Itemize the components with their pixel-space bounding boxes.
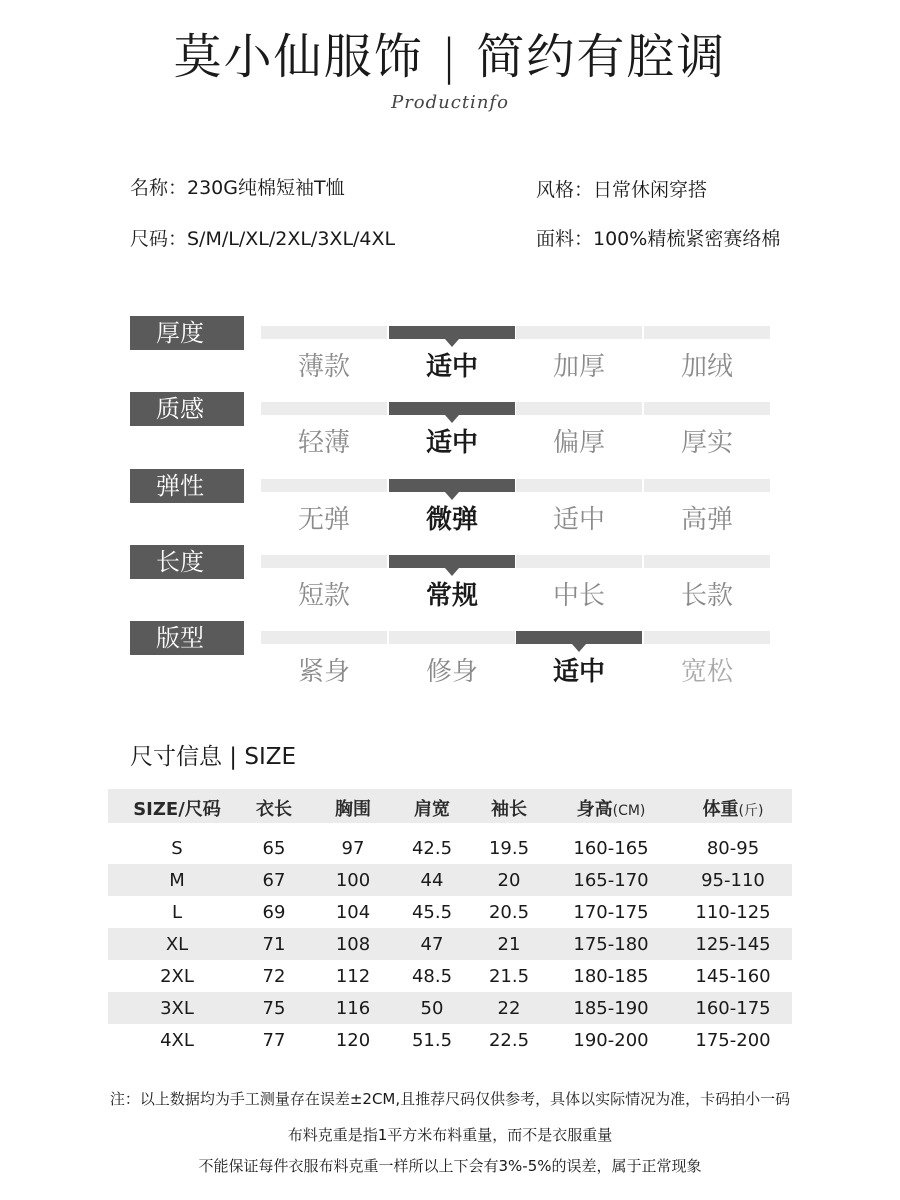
table-cell: 71 — [262, 934, 286, 955]
feature-option-selected: 适中 — [425, 428, 478, 458]
feature-bar — [261, 555, 387, 568]
table-header-label: 身高 — [576, 799, 613, 820]
table-cell: 175-200 — [695, 1030, 771, 1051]
table-row-size: L — [171, 902, 183, 923]
table-header-cell — [122, 795, 232, 821]
feature-bar — [644, 631, 770, 644]
feature-bar — [644, 479, 770, 492]
feature-bar — [261, 631, 387, 644]
table-cell: 170-175 — [573, 902, 649, 923]
table-cell: 22 — [497, 998, 521, 1019]
product-sizes: 尺码：S/M/L/XL/2XL/3XL/4XL — [130, 228, 396, 250]
table-cell: 160-165 — [573, 838, 649, 859]
feature-option: 长款 — [680, 581, 733, 611]
feature-bar — [516, 326, 642, 339]
feature-option: 高弹 — [680, 505, 733, 535]
table-cell: 95-110 — [701, 870, 765, 891]
brand-title: 莫小仙服饰 | 简约有腔调 — [173, 29, 727, 85]
weight-unit: (斤) — [738, 803, 764, 819]
note-weight-variance: 不能保证每件衣服布料克重一样所以上下会有3%-5%的误差，属于正常现象 — [198, 1157, 702, 1175]
feature-bar — [516, 402, 642, 415]
note-fabric-weight: 布料克重是指1平方米布料重量，而不是衣服重量 — [287, 1126, 613, 1144]
table-row-size: 2XL — [160, 966, 194, 987]
table-cell: 48.5 — [411, 966, 453, 987]
feature-bar — [261, 326, 387, 339]
table-cell: 104 — [335, 902, 371, 923]
feature-label: 弹性 — [130, 469, 244, 503]
feature-bar-active — [516, 631, 642, 644]
height-unit: (CM) — [612, 803, 646, 819]
feature-bar — [389, 631, 515, 644]
feature-bar-active — [389, 555, 515, 568]
table-cell: 44 — [420, 870, 444, 891]
feature-label: 版型 — [130, 621, 244, 655]
feature-bar — [644, 555, 770, 568]
table-cell: 116 — [335, 998, 371, 1019]
feature-option-selected: 常规 — [425, 581, 478, 611]
feature-bar — [261, 402, 387, 415]
table-cell: 112 — [335, 966, 371, 987]
feature-option: 加厚 — [552, 352, 605, 382]
feature-label: 厚度 — [130, 316, 244, 350]
feature-option-selected: 微弹 — [425, 505, 478, 535]
table-cell: 100 — [335, 870, 371, 891]
table-cell: 125-145 — [695, 934, 771, 955]
table-row-size: 3XL — [160, 998, 194, 1019]
feature-option: 偏厚 — [552, 428, 605, 458]
feature-bar — [644, 326, 770, 339]
table-cell: 77 — [262, 1030, 286, 1051]
feature-option: 轻薄 — [297, 428, 350, 458]
table-cell: 75 — [262, 998, 286, 1019]
table-cell: 42.5 — [411, 838, 453, 859]
product-style: 风格：日常休闲穿搭 — [536, 179, 708, 201]
table-cell: 67 — [262, 870, 286, 891]
feature-option: 适中 — [552, 505, 605, 535]
table-header-label: 体重 — [702, 799, 739, 820]
table-cell: 180-185 — [573, 966, 649, 987]
feature-option: 中长 — [552, 581, 605, 611]
table-cell: 45.5 — [411, 902, 453, 923]
table-cell: 21 — [497, 934, 521, 955]
table-cell: 21.5 — [488, 966, 530, 987]
feature-option: 紧身 — [297, 657, 350, 687]
table-cell: 80-95 — [706, 838, 760, 859]
feature-option: 无弹 — [297, 505, 350, 535]
table-cell: 108 — [335, 934, 371, 955]
feature-bar — [644, 402, 770, 415]
table-cell: 97 — [341, 838, 365, 859]
table-row-size: XL — [165, 934, 189, 955]
table-cell: 165-170 — [573, 870, 649, 891]
feature-option-selected: 适中 — [552, 657, 605, 687]
feature-option: 加绒 — [680, 352, 733, 382]
table-cell: 110-125 — [695, 902, 771, 923]
table-row-size: S — [171, 838, 183, 859]
product-fabric: 面料：100%精梳紧密赛络棉 — [536, 228, 781, 250]
feature-option-selected: 适中 — [425, 352, 478, 382]
table-cell: 19.5 — [488, 838, 530, 859]
table-header-cell — [556, 795, 666, 821]
feature-label: 长度 — [130, 545, 244, 579]
table-cell: 190-200 — [573, 1030, 649, 1051]
table-cell: 65 — [262, 838, 286, 859]
script-subtitle: Productinfo — [391, 92, 509, 113]
table-cell: 160-175 — [695, 998, 771, 1019]
table-cell: 185-190 — [573, 998, 649, 1019]
table-cell: 47 — [420, 934, 444, 955]
feature-bar-active — [389, 326, 515, 339]
size-section-title: 尺寸信息 | SIZE — [130, 744, 297, 770]
table-header-label: SIZE/尺码 — [133, 799, 221, 820]
table-header-label: 肩宽 — [414, 799, 450, 820]
table-header-label: 衣长 — [256, 799, 292, 820]
product-name: 名称：230G纯棉短袖T恤 — [130, 177, 345, 199]
feature-label: 质感 — [130, 392, 244, 426]
note-measurement: 注：以上数据均为手工测量存在误差±2CM,且推荐尺码仅供参考，具体以实际情况为准，卡码拍小一码 — [109, 1090, 791, 1108]
table-cell: 145-160 — [695, 966, 771, 987]
table-cell: 175-180 — [573, 934, 649, 955]
table-cell: 50 — [420, 998, 444, 1019]
table-cell: 20 — [497, 870, 521, 891]
table-cell: 120 — [335, 1030, 371, 1051]
feature-option: 宽松 — [680, 657, 733, 687]
table-cell: 69 — [262, 902, 286, 923]
feature-bar-active — [389, 479, 515, 492]
table-row-size: 4XL — [160, 1030, 194, 1051]
table-header-cell — [454, 795, 564, 821]
feature-option: 薄款 — [297, 352, 350, 382]
table-cell: 20.5 — [488, 902, 530, 923]
feature-option: 厚实 — [680, 428, 733, 458]
feature-bar — [516, 479, 642, 492]
feature-option: 修身 — [425, 657, 478, 687]
table-cell: 22.5 — [488, 1030, 530, 1051]
table-header-cell — [678, 795, 788, 821]
table-header-label: 胸围 — [335, 799, 371, 820]
table-cell: 51.5 — [411, 1030, 453, 1051]
feature-bar — [261, 479, 387, 492]
table-header-label: 袖长 — [491, 799, 527, 820]
feature-bar-active — [389, 402, 515, 415]
table-row-size: M — [169, 870, 185, 891]
table-cell: 72 — [262, 966, 286, 987]
feature-bar — [516, 555, 642, 568]
feature-option: 短款 — [297, 581, 350, 611]
